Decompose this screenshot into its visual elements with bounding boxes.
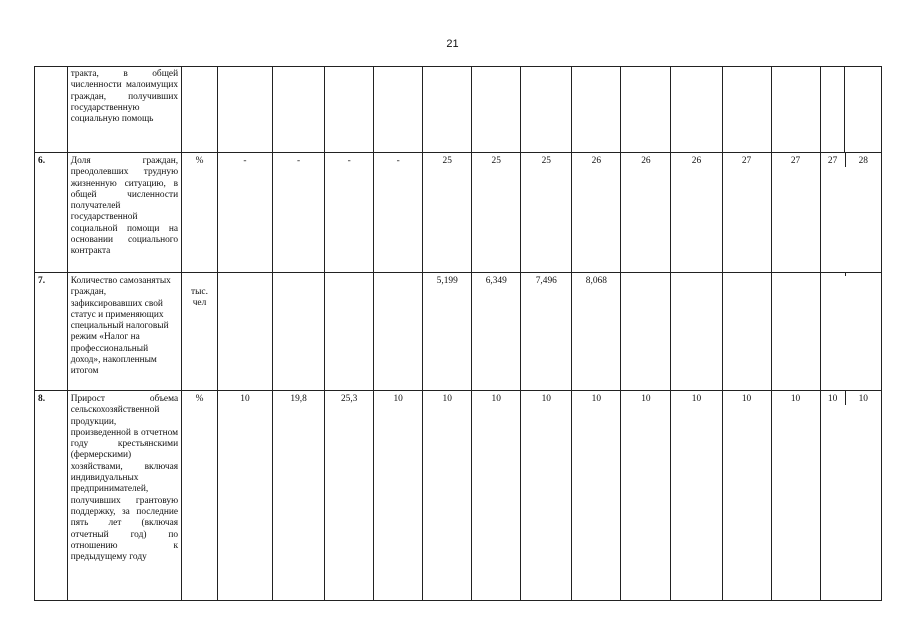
- value-cell: 10: [472, 391, 521, 601]
- value-cell: 10: [374, 391, 423, 601]
- value-cell: 6,349: [472, 273, 521, 391]
- row-number: 8.: [35, 391, 68, 601]
- unit-cell: тыс. чел: [182, 273, 218, 391]
- value-cell: 10: [521, 391, 572, 601]
- value-cell: 19,8: [273, 391, 325, 601]
- value-cell: [325, 67, 374, 153]
- value-cell: 10: [572, 391, 621, 601]
- value-cell: [374, 67, 423, 153]
- value-cell: 10: [621, 391, 671, 601]
- table-row: [35, 391, 882, 601]
- value-cell: 10: [671, 391, 722, 601]
- row-number: 6.: [35, 153, 68, 273]
- unit-cell: %: [182, 391, 218, 601]
- value-cell: 28: [845, 153, 881, 167]
- value-cell: [845, 273, 881, 276]
- value-cell: [374, 273, 423, 391]
- value-cell: [820, 391, 881, 601]
- value-cell: 5,199: [423, 273, 472, 391]
- value-cell: 10: [845, 391, 881, 405]
- value-cell: 10: [771, 391, 820, 601]
- value-cell: 26: [671, 153, 722, 273]
- table-row: [35, 153, 882, 273]
- value-cell: [722, 67, 771, 153]
- value-cell: [521, 67, 572, 153]
- unit-cell: %: [182, 153, 218, 273]
- value-cell: 8,068: [572, 273, 621, 391]
- value-cell: [671, 273, 722, 391]
- value-cell: 10: [827, 394, 838, 404]
- value-cell: 27: [722, 153, 771, 273]
- indicators-table: [34, 66, 882, 601]
- value-cell: 25: [423, 153, 472, 273]
- value-cell: 10: [722, 391, 771, 601]
- value-cell: [722, 273, 771, 391]
- value-cell: [771, 67, 820, 153]
- value-cell: 27: [827, 156, 838, 166]
- value-cell: 26: [621, 153, 671, 273]
- value-cell: [820, 273, 881, 391]
- value-cell: [273, 273, 325, 391]
- indicator-name: тракта, в общей численности малоимущих граждан, получивших государственную социальную помощь: [67, 67, 181, 153]
- value-cell: -: [273, 153, 325, 273]
- value-cell: -: [325, 153, 374, 273]
- value-cell: [472, 67, 521, 153]
- value-cell: -: [374, 153, 423, 273]
- value-cell: [845, 67, 882, 153]
- value-cell: 25: [521, 153, 572, 273]
- indicator-name: Количество самозанятых граждан, зафиксировавших свой статус и применяющих специальный налоговый режим «Налог на профессиональный доход», накопленным итогом: [67, 273, 181, 391]
- value-cell: [325, 273, 374, 391]
- value-cell: [820, 67, 845, 153]
- value-cell: [821, 273, 845, 276]
- value-cell: 25: [472, 153, 521, 273]
- value-cell: -: [217, 153, 272, 273]
- value-cell: [820, 153, 881, 273]
- table-row: [35, 67, 882, 153]
- value-cell: 26: [572, 153, 621, 273]
- value-cell: [423, 67, 472, 153]
- unit-cell: [182, 67, 218, 153]
- value-cell: [671, 67, 722, 153]
- table-row: [35, 273, 882, 391]
- value-cell: 25,3: [325, 391, 374, 601]
- value-cell: 7,496: [521, 273, 572, 391]
- value-cell: [217, 67, 272, 153]
- value-cell: [273, 67, 325, 153]
- value-cell: [621, 67, 671, 153]
- value-cell: 10: [423, 391, 472, 601]
- value-cell: 27: [771, 153, 820, 273]
- value-cell: [621, 273, 671, 391]
- row-number: 7.: [35, 273, 68, 391]
- row-number: [35, 67, 68, 153]
- page-number: 21: [446, 38, 459, 50]
- indicator-name: Доля граждан, преодолевших трудную жизненную ситуацию, в общей численности получателей государственной социальной помощи на основании социального контракта: [67, 153, 181, 273]
- value-cell: [217, 273, 272, 391]
- value-cell: [771, 273, 820, 391]
- value-cell: [572, 67, 621, 153]
- value-cell: 10: [217, 391, 272, 601]
- indicator-name: Прирост объема сельскохозяйственной продукции, произведенной в отчетном году крестьянскими (фермерскими) хозяйствами, включая индивидуальных предпринимателей, получивших грантовую поддержку, за последние пять лет (включая отчетный год) по отношению к предыдущему году: [67, 391, 181, 601]
